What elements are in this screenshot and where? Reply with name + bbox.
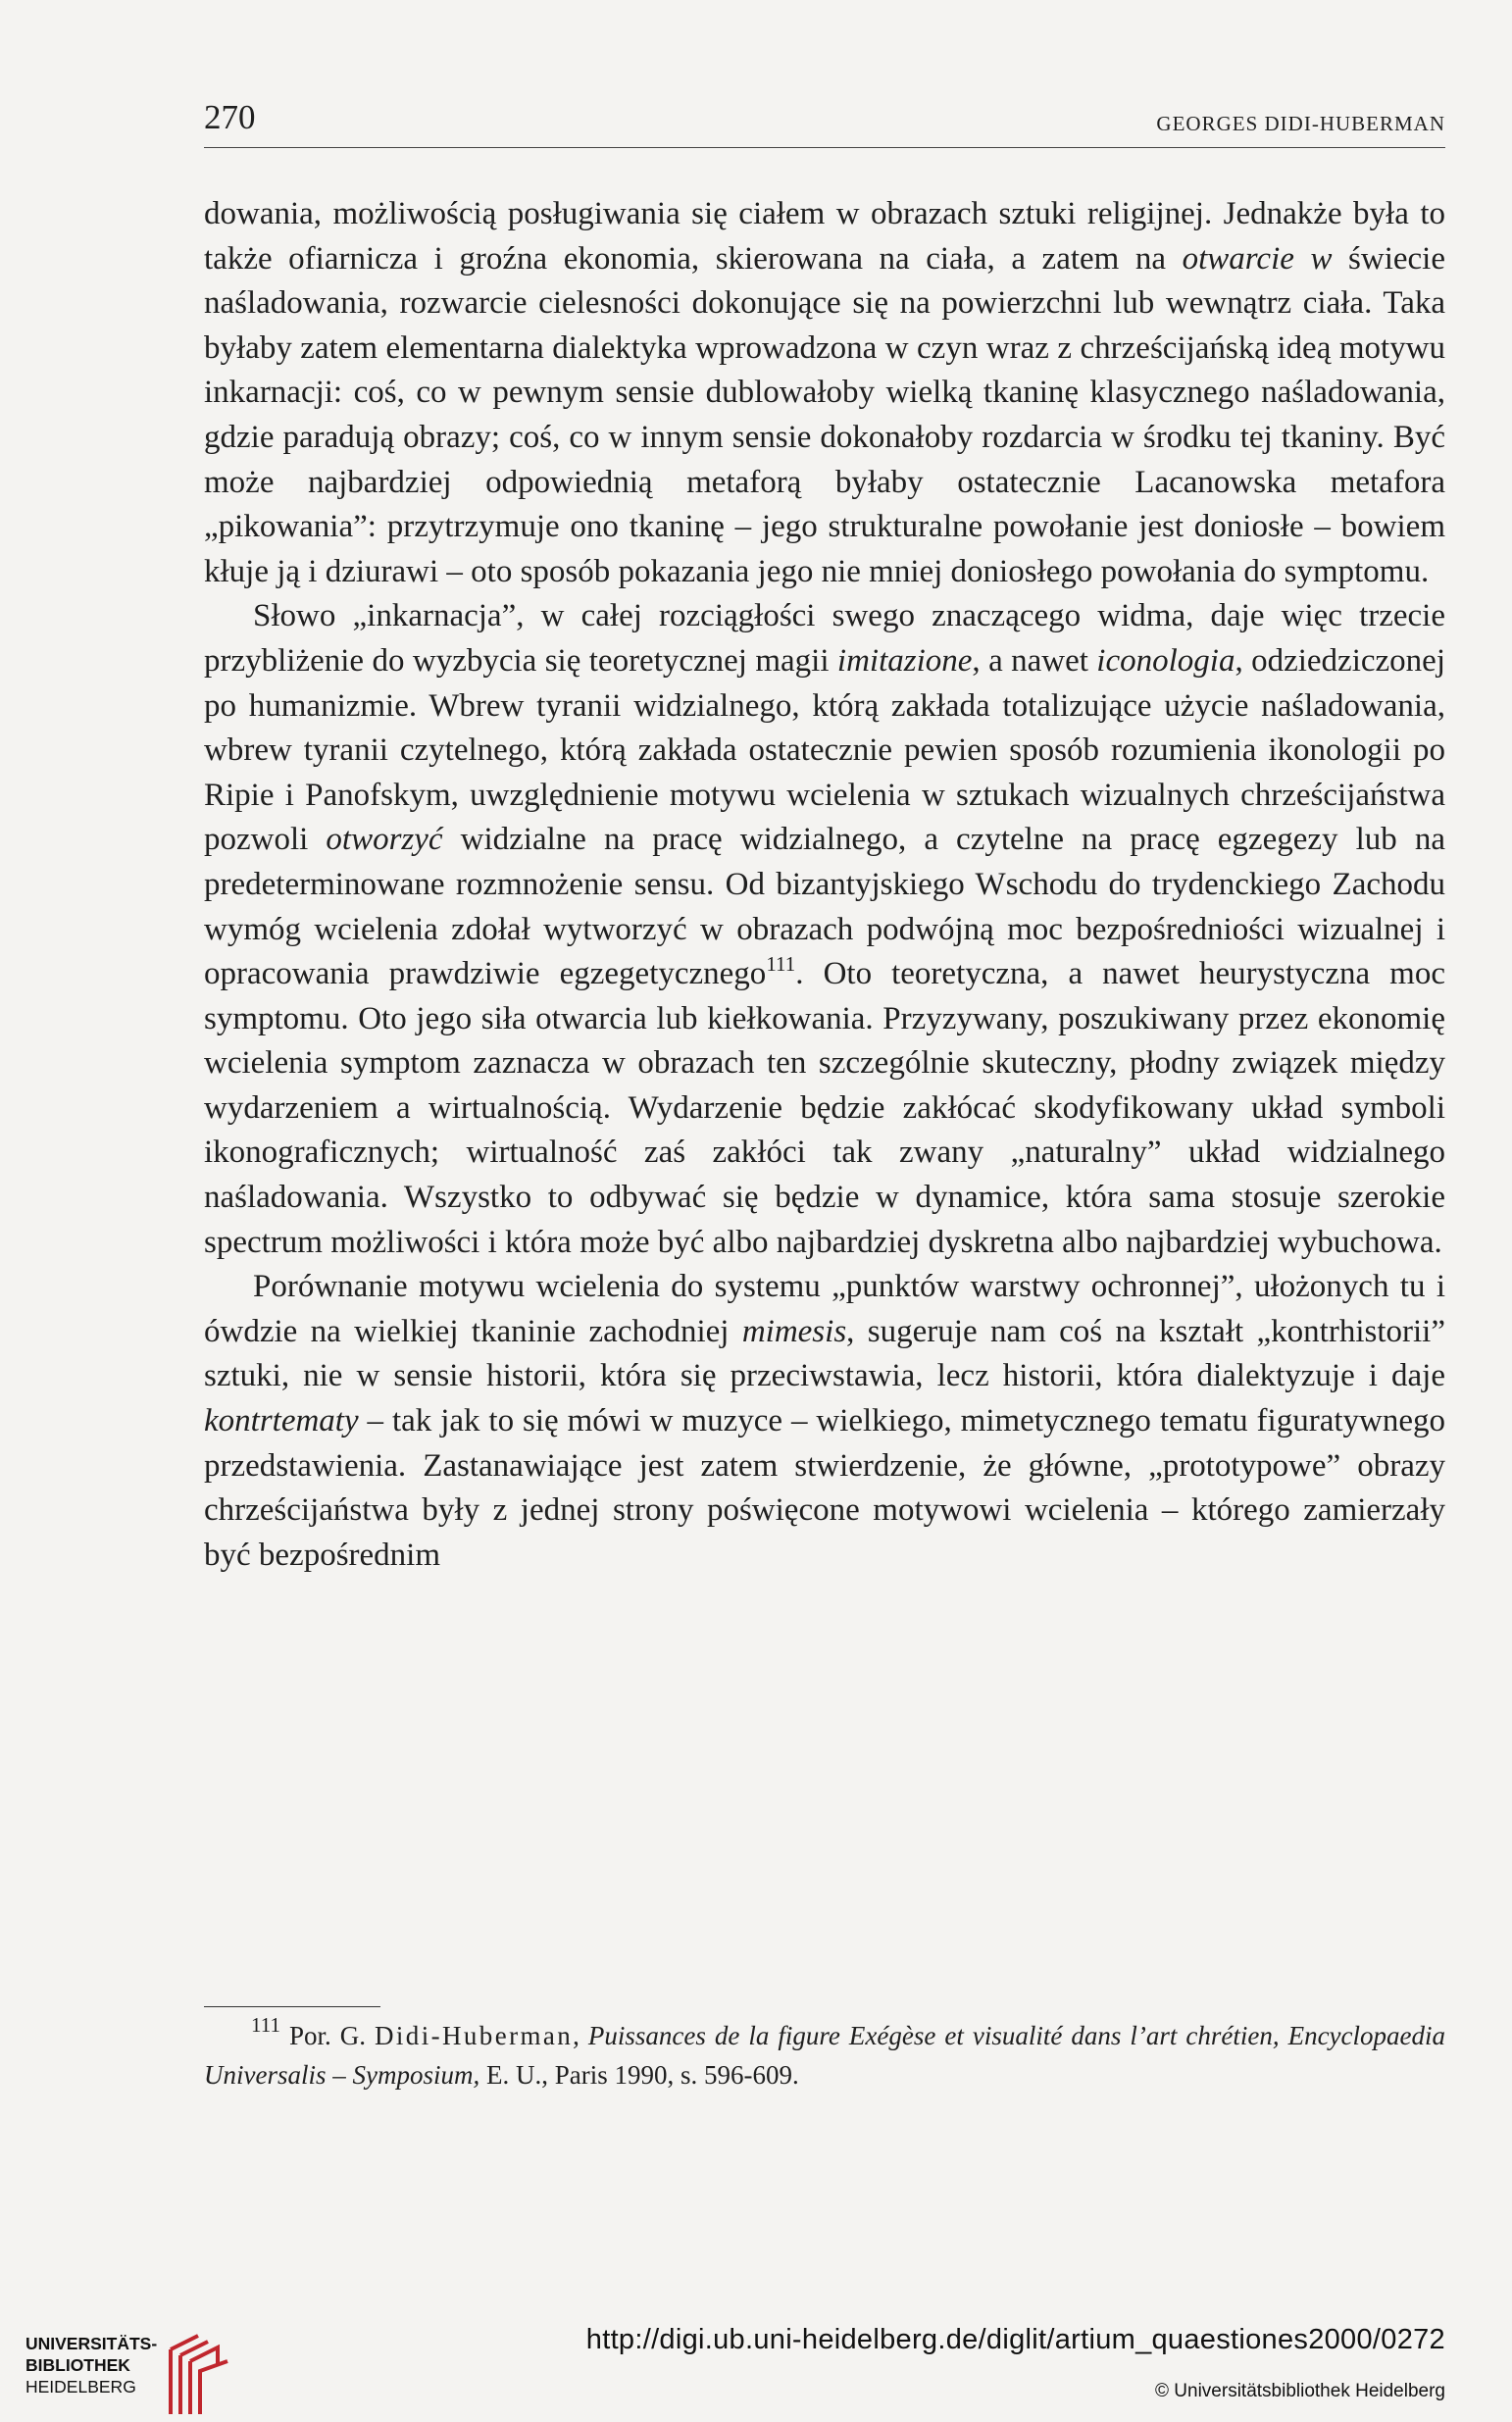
italic-run: otworzyć xyxy=(326,822,443,858)
text-run: – tak jak to się mówi w muzyce – wielkiego, mimetycznego tematu figuratywnego przedstawienia. Zastanawiające jest zatem stwierdzenie, że główne, „prototypowe” obrazy chrześcijaństwa były z jednej strony poświęcone motywowi wcielenia – którego zamierzały być bezpośrednim xyxy=(204,1403,1445,1573)
italic-run: imitazione xyxy=(836,642,973,679)
text-run: Słowo „inkarnacja”, w całej rozciągłości swego znaczącego widma, daje więc trzecie przybliżenie do wyzbycia się teoretycznej magii xyxy=(204,598,1445,679)
text-run: Por. G. xyxy=(279,2021,375,2050)
page-number: 270 xyxy=(204,98,256,136)
logo-text-line1: UNIVERSITÄTS- xyxy=(25,2334,158,2353)
footnote-reference[interactable]: 111 xyxy=(766,952,796,977)
italic-run: kontrtematy xyxy=(204,1403,359,1439)
text-run: E. U., Paris 1990, s. 596-609. xyxy=(479,2060,799,2090)
library-emblem-icon xyxy=(161,2332,235,2416)
footnote-author: Didi-Huberman xyxy=(375,2021,574,2050)
paragraph-1 xyxy=(204,192,1445,594)
text-run: , sugeruje nam coś na kształt „kontrhistorii” sztuki, nie w sensie historii, która się przeciwstawia, lecz historii, która dialektyzuje i daje xyxy=(204,1313,1445,1394)
source-url-link[interactable]: http://digi.ub.uni-heidelberg.de/diglit/artium_quaestiones2000/0272 xyxy=(585,2324,1445,2355)
running-head: GEORGES DIDI-HUBERMAN xyxy=(1156,112,1445,135)
copyright-notice: © Universitätsbibliothek Heidelberg xyxy=(1155,2381,1445,2401)
text-run: , odziedziczonej po humanizmie. Wbrew tyranii widzialnego, którą zakłada totalizujące użycie naśladowania, wbrew tyranii czytelnego, którą zakłada ostatecznie pewien sposób rozumienia ikonologii po Ripie i Panofskym, uwzględnienie motywu wcielenia w sztukach wizualnych chrześcijaństwa pozwoli xyxy=(204,642,1445,858)
footnote xyxy=(204,2013,1446,2094)
body-text xyxy=(204,192,1445,1578)
paragraph-2 xyxy=(204,594,1445,1265)
footnote-divider xyxy=(204,2006,380,2007)
italic-run: otwarcie w xyxy=(1182,240,1333,277)
page-header xyxy=(204,98,1445,148)
text-run: , a nawet xyxy=(972,642,1097,679)
italic-run: mimesis xyxy=(741,1313,847,1349)
italic-run: iconologia xyxy=(1096,642,1235,679)
text-run: , xyxy=(573,2021,588,2050)
text-run: Porównanie motywu wcielenia do systemu „punktów warstwy ochronnej”, ułożonych tu i ówdzie na wielkiej tkaninie zachodniej xyxy=(204,1269,1445,1349)
logo-text-line2: BIBLIOTHEK xyxy=(25,2355,130,2375)
text-run: . Oto teoretyczna, a nawet heurystyczna moc symptomu. Oto jego siła otwarcia lub kiełkowania. Przyzywany, poszukiwany przez ekonomię wcielenia symptom zaznacza w obrazach ten szczególnie skuteczny, płodny związek między wydarzeniem a wirtualnością. Wydarzenie będzie zakłócać skodyfikowany układ symboli ikonograficznych; wirtualność zaś zakłóci tak zwany „naturalny” układ widzialnego naśladowania. Wszystko to odbywać się będzie w dynamice, która sama stosuje szerokie spectrum możliwości i która może być albo najbardziej dyskretna albo najbardziej wybuchowa. xyxy=(204,956,1445,1260)
text-run: widzialne na pracę widzialnego, a czytelne na pracę egzegezy lub na predeterminowane rozmnożenie sensu. Od bizantyjskiego Wschodu do trydenckiego Zachodu wymóg wcielenia zdołał wytworzyć w obrazach podwójną moc bezpośredniości wizualnej i opracowania prawdziwie egzegetycznego xyxy=(204,822,1445,992)
logo-text-line3: HEIDELBERG xyxy=(25,2377,136,2397)
paragraph-3 xyxy=(204,1265,1445,1578)
library-logo[interactable] xyxy=(25,2332,222,2416)
italic-run: Puissances de la figure Exégèse et visualité dans l’art chrétien, Encyclopaedia Universalis – Symposium, xyxy=(204,2021,1446,2090)
footnote-number: 111 xyxy=(251,2013,280,2037)
text-run: dowania, możliwością posługiwania się ciałem w obrazach sztuki religijnej. Jednakże była to także ofiarnicza i groźna ekonomia, skierowana na ciała, a zatem na xyxy=(204,196,1445,277)
text-run: świecie naśladowania, rozwarcie cielesności dokonujące się na powierzchni lub wewnątrz ciała. Taka byłaby zatem elementarna dialektyka wprowadzona w czyn wraz z chrześcijańską ideą motywu inkarnacji: coś, co w pewnym sensie dublowałoby wielką tkaninę klasycznego naśladowania, gdzie paradują obrazy; coś, co w innym sensie dokonałoby rozdarcia w środku tej tkaniny. Być może najbardziej odpowiednią metaforą byłaby ostatecznie Lacanowska metafora „pikowania”: przytrzymuje ono tkaninę – jego strukturalne powołanie jest doniosłe – bowiem kłuje ją i dziurawi – oto sposób pokazania jego nie mniej doniosłego powołania do symptomu. xyxy=(204,240,1445,589)
